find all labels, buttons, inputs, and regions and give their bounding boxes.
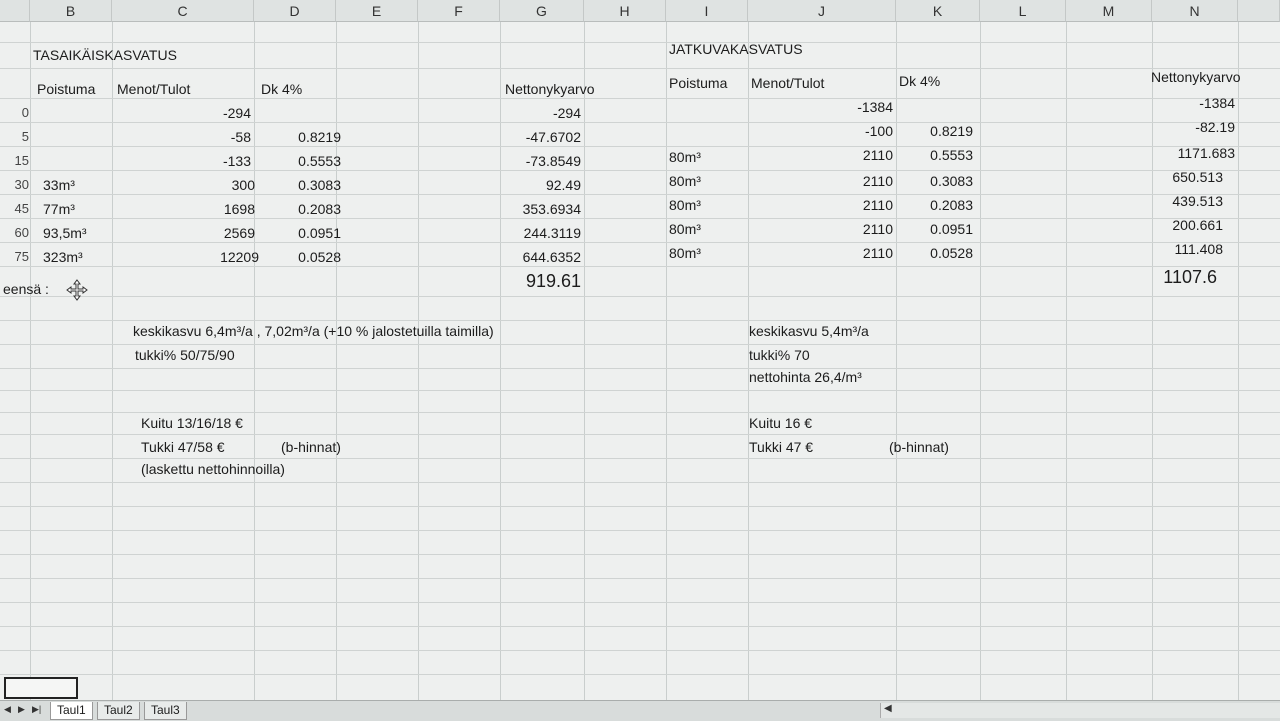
gridline [0,98,1280,99]
left-row-year: 60 [14,225,29,240]
left-note-laskettu[interactable]: (laskettu nettohinnoilla) [141,461,285,477]
gridline [0,42,1280,43]
gridline [1238,22,1239,700]
left-dk-cell[interactable]: 0.0528 [298,249,341,265]
sheet-tab-taul2[interactable]: Taul2 [97,702,140,720]
right-netto-cell[interactable]: 200.661 [1172,217,1223,233]
right-total-value[interactable]: 1107.6 [1163,267,1217,287]
gridline [0,674,1280,675]
right-netto-cell[interactable]: -1384 [1199,95,1235,111]
right-header-netto[interactable]: Nettonykyarvo [1151,69,1241,85]
right-poistuma-cell[interactable]: 80m³ [669,173,701,189]
next-sheet-arrow-icon[interactable]: ▶ [18,704,25,714]
left-netto-cell[interactable]: 244.3119 [523,225,581,241]
column-header-i[interactable]: I [666,0,748,22]
left-note-b-hinnat[interactable]: (b-hinnat) [281,439,341,455]
gridline [584,22,585,700]
gridline [980,22,981,700]
gridline [0,458,1280,459]
left-row-year: 5 [21,129,29,144]
left-dk-cell[interactable]: 0.2083 [298,201,341,217]
gridline [0,650,1280,651]
gridline [0,68,1280,69]
left-header-dk[interactable]: Dk 4% [261,81,303,97]
column-header-g[interactable]: G [500,0,584,22]
gridline [0,266,1280,267]
gridline [0,554,1280,555]
right-table-title[interactable]: JATKUVAKASVATUS [669,41,803,57]
horizontal-scrollbar[interactable] [880,703,1280,718]
right-poistuma-cell[interactable]: 80m³ [669,149,701,165]
right-dk-cell[interactable]: 0.0951 [930,221,973,237]
right-poistuma-cell[interactable]: 80m³ [669,221,701,237]
right-dk-cell[interactable]: 0.8219 [930,123,973,139]
gridline [0,626,1280,627]
left-row-year: 75 [14,249,29,264]
gridline [0,482,1280,483]
left-header-poistuma[interactable]: Poistuma [37,81,96,97]
left-total-label[interactable]: eensä : [3,281,49,297]
column-header-n[interactable]: N [1152,0,1238,22]
right-netto-cell[interactable]: 439.513 [1172,193,1223,209]
left-menot-cell[interactable]: 2569 [223,225,255,241]
right-note-growth[interactable]: keskikasvu 5,4m³/a [749,323,869,339]
left-note-tukki-price[interactable]: Tukki 47/58 € [141,439,225,455]
left-note-kuitu[interactable]: Kuitu 13/16/18 € [141,415,243,431]
column-header-f[interactable]: F [418,0,500,22]
gridline [336,22,337,700]
gridline [0,602,1280,603]
right-dk-cell[interactable]: 0.5553 [930,147,973,163]
column-header-h[interactable]: H [584,0,666,22]
left-header-menot[interactable]: Menot/Tulot [117,81,191,97]
gridline [666,22,667,700]
right-netto-cell[interactable]: 650.513 [1172,169,1223,185]
gridline [0,368,1280,369]
right-menot-cell[interactable]: -1384 [857,99,893,115]
left-row-year: 45 [14,201,29,216]
gridline [0,170,1280,171]
right-dk-cell[interactable]: 0.3083 [930,173,973,189]
sheet-tab-taul1[interactable]: Taul1 [50,702,93,720]
gridline [0,242,1280,243]
left-menot-cell[interactable]: 1698 [223,201,255,217]
column-header-b[interactable]: B [30,0,112,22]
right-menot-cell[interactable]: 2110 [862,197,893,213]
column-header-o[interactable] [1238,0,1280,22]
gridline [0,578,1280,579]
right-note-nettohinta[interactable]: nettohinta 26,4/m³ [749,369,862,385]
selected-cell-outline[interactable] [4,677,78,699]
right-netto-cell[interactable]: 1171.683 [1177,145,1235,161]
left-row-year: 15 [14,153,29,168]
gridline [0,194,1280,195]
column-header-c[interactable]: C [112,0,254,22]
left-menot-cell[interactable]: -58 [230,129,251,145]
right-menot-cell[interactable]: 2110 [862,221,893,237]
column-header-m[interactable]: M [1066,0,1152,22]
left-netto-cell[interactable]: 644.6352 [522,249,581,265]
left-netto-cell[interactable]: 92.49 [545,177,581,193]
column-header-j[interactable]: J [748,0,896,22]
gridline [418,22,419,700]
left-poistuma-cell[interactable]: 93,5m³ [43,225,87,241]
gridline [0,296,1280,297]
right-poistuma-cell[interactable]: 80m³ [669,197,701,213]
gridline [112,22,113,700]
right-netto-cell[interactable]: -82.19 [1195,119,1235,135]
left-menot-cell[interactable]: -133 [222,153,251,169]
last-sheet-arrow-icon[interactable]: ▶| [32,704,42,714]
gridline [1066,22,1067,700]
left-note-tukki-pct[interactable]: tukki% 50/75/90 [135,347,235,363]
left-menot-cell[interactable]: 300 [231,177,255,193]
gridline [0,344,1280,345]
left-netto-cell[interactable]: -47.6702 [525,129,581,145]
left-dk-cell[interactable]: 0.5553 [298,153,341,169]
right-dk-cell[interactable]: 0.0528 [930,245,973,261]
right-header-dk[interactable]: Dk 4% [899,73,941,89]
right-menot-cell[interactable]: -100 [864,123,893,139]
sheet-tab-bar [0,700,1280,721]
scroll-left-arrow-icon[interactable]: ◀ [884,703,892,714]
right-note-b-hinnat[interactable]: (b-hinnat) [889,439,949,455]
left-table-title[interactable]: TASAIKÄISKASVATUS [33,47,177,63]
left-dk-cell[interactable]: 0.8219 [298,129,341,145]
gridline [0,146,1280,147]
gridline [0,122,1280,123]
cursor-crosshair-icon [62,278,92,306]
right-note-tukki-price[interactable]: Tukki 47 € [749,439,814,455]
right-poistuma-cell[interactable]: 80m³ [669,245,701,261]
gridline [0,412,1280,413]
left-menot-cell[interactable]: -294 [222,105,251,121]
right-header-poistuma[interactable]: Poistuma [669,75,728,91]
left-netto-cell[interactable]: -73.8549 [525,153,581,169]
right-note-kuitu[interactable]: Kuitu 16 € [749,415,813,431]
left-row-year: 0 [21,105,29,120]
gridline [0,320,1280,321]
first-sheet-arrow-icon[interactable]: ◀ [4,704,11,714]
left-menot-cell[interactable]: 12209 [220,249,259,265]
left-dk-cell[interactable]: 0.0951 [298,225,341,241]
right-menot-cell[interactable]: 2110 [862,173,893,189]
column-header-d[interactable]: D [254,0,336,22]
gridline [0,390,1280,391]
right-note-tukki-pct[interactable]: tukki% 70 [749,347,810,363]
left-total-value[interactable]: 919.61 [525,271,581,291]
right-dk-cell[interactable]: 0.2083 [930,197,973,213]
select-all-corner[interactable] [0,0,30,22]
column-header-l[interactable]: L [980,0,1066,22]
left-poistuma-cell[interactable]: 77m³ [43,201,75,217]
gridline [0,218,1280,219]
left-netto-cell[interactable]: 353.6934 [522,201,581,217]
left-poistuma-cell[interactable]: 33m³ [43,177,75,193]
gridline [30,22,31,700]
gridline [0,530,1280,531]
column-header-e[interactable]: E [336,0,418,22]
left-netto-cell[interactable]: -294 [552,105,581,121]
left-header-netto[interactable]: Nettonykyarvo [505,81,595,97]
sheet-tab-taul3[interactable]: Taul3 [144,702,187,720]
left-row-year: 30 [14,177,29,192]
column-header-k[interactable]: K [896,0,980,22]
gridline [254,22,255,700]
left-note-growth[interactable]: keskikasvu 6,4m³/a , 7,02m³/a (+10 % jalostetuilla taimilla) [133,323,494,339]
gridline [0,506,1280,507]
right-header-menot[interactable]: Menot/Tulot [751,75,825,91]
gridline [500,22,501,700]
right-menot-cell[interactable]: 2110 [862,147,893,163]
gridline [0,434,1280,435]
right-netto-cell[interactable]: 111.408 [1174,241,1223,257]
right-menot-cell[interactable]: 2110 [862,245,893,261]
left-poistuma-cell[interactable]: 323m³ [43,249,83,265]
left-dk-cell[interactable]: 0.3083 [298,177,341,193]
